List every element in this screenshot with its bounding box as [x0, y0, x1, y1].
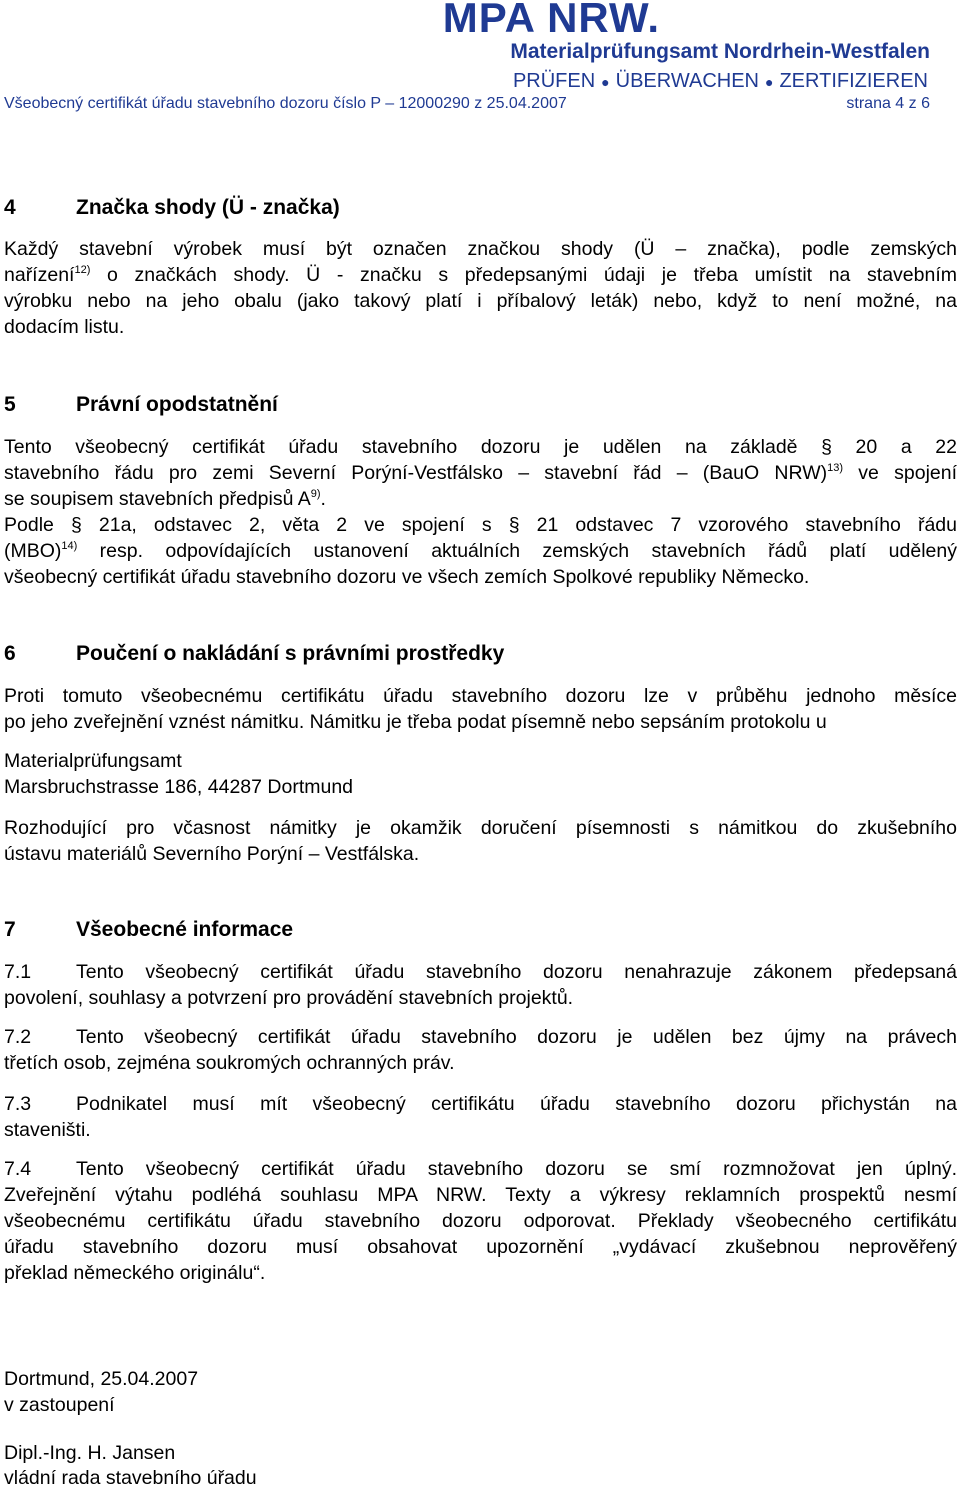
- section-6-body: [4, 683, 957, 735]
- item-7-2: [4, 1024, 957, 1076]
- text-line: 7.3 Podnikatel musí mít všeobecný certifikátu úřadu stavebního dozoru přichystán na: [4, 1093, 957, 1115]
- item-number: 7.2: [4, 1026, 32, 1048]
- text-line: ústavu materiálů Severního Porýní – Vestfálska.: [4, 843, 420, 865]
- text-line: 7.2 Tento všeobecný certifikát úřadu stavebního dozoru je udělen bez újmy na právech: [4, 1026, 957, 1048]
- text-line: staveništi.: [4, 1119, 91, 1141]
- section-4-body: [4, 236, 957, 340]
- bullet-icon: ●: [601, 73, 610, 90]
- signatory-role: vládní rada stavebního úřadu: [4, 1467, 257, 1489]
- section-number: 4: [4, 196, 16, 219]
- address-line: Materialprüfungsamt: [4, 750, 182, 772]
- text-line: překlad německého originálu“.: [4, 1262, 266, 1284]
- item-number: 7.4: [4, 1158, 32, 1180]
- text-line: Tento všeobecný certifikát úřadu stavebního dozoru je udělen na základě § 20 a 22: [4, 436, 957, 458]
- tagline-item: PRÜFEN: [512, 70, 596, 92]
- certificate-reference: Všeobecný certifikát úřadu stavebního dozoru číslo P – 12000290 z 25.04.2007: [4, 95, 567, 112]
- text-line: Každý stavební výrobek musí být označen značkou shody (Ü – značka), podle zemských: [4, 238, 957, 260]
- text-line: povolení, souhlasy a potvrzení pro provádění stavebních projektů.: [4, 987, 574, 1009]
- section-number: 7: [4, 918, 16, 941]
- item-number: 7.1: [4, 961, 32, 983]
- item-7-3: [4, 1091, 957, 1143]
- text-line: dodacím listu.: [4, 316, 125, 338]
- text-line: úřadu stavebního dozoru musí obsahovat upozornění „vydávací zkušebnou neprověřený: [4, 1236, 957, 1258]
- section-heading-7: [4, 918, 293, 942]
- text-line: 7.1 Tento všeobecný certifikát úřadu stavebního dozoru nenahrazuje zákonem předepsaná: [4, 961, 957, 983]
- text-line: třetích osob, zejména soukromých ochranných práv.: [4, 1052, 455, 1074]
- institution-name: Materialprüfungsamt Nordrhein-Westfalen: [510, 40, 930, 63]
- item-7-4: [4, 1156, 957, 1286]
- place-date: Dortmund, 25.04.2007: [4, 1368, 199, 1390]
- item-7-1: [4, 959, 957, 1011]
- section-6-closing: [4, 815, 957, 867]
- text-line: Proti tomuto všeobecnému certifikátu úřadu stavebního dozoru lze v průběhu jednoho měsíce: [4, 685, 957, 707]
- page-number: strana 4 z 6: [846, 95, 930, 112]
- mpa-logo: MPA NRW.: [442, 0, 660, 41]
- section-title: Poučení o nakládání s právními prostředky: [76, 642, 505, 665]
- text-line: 7.4 Tento všeobecný certifikát úřadu stavebního dozoru se smí rozmnožovat jen úplný.: [4, 1158, 957, 1180]
- section-heading-5: [4, 393, 278, 417]
- section-title: Značka shody (Ü - značka): [76, 196, 340, 219]
- text-line: výrobku nebo na jeho obalu (jako takový platí i příbalový leták) nebo, když to není možné, na: [4, 290, 957, 312]
- proxy-note: v zastoupení: [4, 1394, 115, 1416]
- section-5-body: [4, 434, 957, 590]
- section-heading-4: [4, 196, 340, 220]
- text-line: Zveřejnění výtahu podléhá souhlasu MPA NRW. Texty a výkresy reklamních prospektů nesmí: [4, 1184, 957, 1206]
- text-line: Podle § 21a, odstavec 2, věta 2 ve spojení s § 21 odstavec 7 vzorového stavebního řádu: [4, 514, 957, 536]
- footnote-ref: 12): [74, 264, 91, 276]
- section-number: 6: [4, 642, 16, 665]
- text-line: (MBO)$^{14)}$ resp. odpovídajících ustanovení aktuálních zemských stavebních řádů platí udělený: [4, 540, 957, 562]
- item-number: 7.3: [4, 1093, 32, 1115]
- text-line: všeobecný certifikát úřadu stavebního dozoru ve všech zemích Spolkové republiky Německo.: [4, 566, 810, 588]
- text-line: po jeho zveřejnění vznést námitku. Námitku je třeba podat písemně nebo sepsáním protokolu u: [4, 711, 827, 733]
- text-line: Rozhodující pro včasnost námitky je okamžik doručení písemnosti s námitkou do zkušebního: [4, 817, 957, 839]
- signatory-name: Dipl.-Ing. H. Jansen: [4, 1442, 176, 1464]
- section-number: 5: [4, 393, 16, 416]
- tagline: [513, 70, 928, 93]
- text-line: všeobecnému certifikátu úřadu stavebního dozoru odporovat. Překlady všeobecného certifikátu: [4, 1210, 957, 1232]
- text-line: stavebního řádu pro zemi Severní Porýní-Vestfálsko – stavební řád – (BauO NRW)$^{13)}$ ve spojení: [4, 462, 958, 484]
- section-title: Právní opodstatnění: [76, 393, 278, 416]
- footnote-ref: 13): [827, 462, 844, 474]
- footnote-ref: 14): [61, 540, 78, 552]
- bullet-icon: ●: [765, 73, 774, 90]
- section-heading-6: [4, 642, 504, 666]
- tagline-item: ÜBERWACHEN: [615, 70, 759, 92]
- text-line: nařízení$^{12)}$ o značkách shody. Ü - značku s předepsanými údaji je třeba umístit na stavebním: [4, 264, 957, 286]
- text-line: se soupisem stavebních předpisů $A^{9)}$.: [4, 488, 326, 510]
- tagline-item: ZERTIFIZIEREN: [779, 70, 928, 92]
- address-line: Marsbruchstrasse 186, 44287 Dortmund: [4, 776, 354, 798]
- section-title: Všeobecné informace: [76, 918, 294, 941]
- footnote-ref: 9): [310, 488, 321, 500]
